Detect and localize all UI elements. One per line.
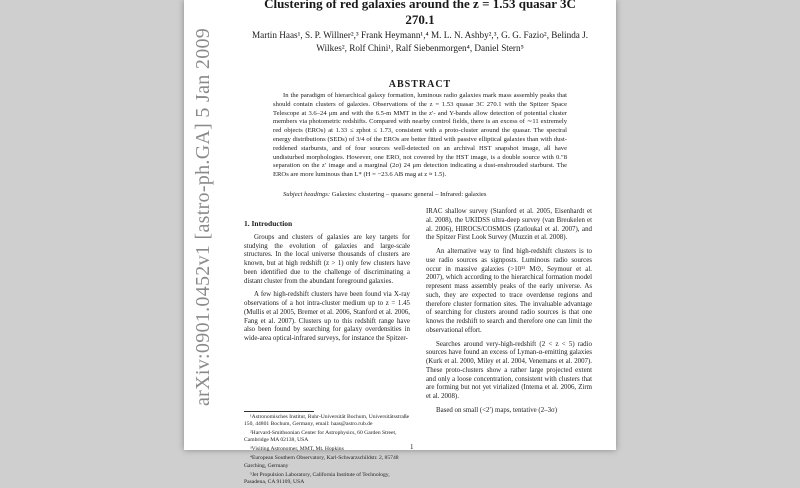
footnote: ¹Astronomisches Institut, Ruhr-Universität Bochum, Universitätsstraße 150, 44801 Bochum, Germany, email: haas@astro.rub.de	[244, 414, 410, 428]
subject-headings	[283, 191, 573, 200]
paper-title: Clustering of red galaxies around the z = 1.53 quasar 3C 270.1	[264, 0, 576, 27]
footnote-rule	[244, 411, 314, 412]
abstract-heading: ABSTRACT	[388, 79, 452, 90]
section-heading: 1. Introduction	[244, 219, 293, 228]
paragraph: IRAC shallow survey (Stanford et al. 2005, Eisenhardt et al. 2008), the UKIDSS ultra-deep survey (van Breukelen et al. 2006), HIROCS/COSMOS (Zatloukal et al. 2007), and the Spitzer First Look Survey (Muzzin et al. 2008).	[426, 208, 592, 242]
paragraph: Groups and clusters of galaxies are key targets for studying the evolution of galaxies and large-scale structures. In the local universe thousands of clusters are known, but at high redshift (z > 1) only few clusters have been identified due to the challenge of discriminating a distant cluster from the abundant foreground galaxies.	[244, 233, 410, 285]
left-column	[244, 220, 410, 344]
right-column	[426, 208, 592, 416]
author-list: Martin Haas¹, S. P. Willner²,³ Frank Heymann¹,⁴ M. L. N. Ashby²,³, G. G. Fazio², Belinda J. Wilkes², Rolf Chini¹, Ralf Siebenmorgen⁴, Daniel Stern⁵	[251, 30, 589, 53]
footnote: ⁴European Southern Observatory, Karl-Schwarzschildstr. 2, 85748 Garching, Germany	[244, 455, 399, 469]
subject-headings-text: Galaxies: clustering – quasars: general – Infrared: galaxies	[331, 191, 487, 198]
subject-headings-label: Subject headings:	[283, 191, 331, 198]
paragraph: Searches around very-high-redshift (2 < z < 5) radio sources have found an excess of Lyman-α-emitting galaxies (Kurk et al. 2000, Miley et al. 2004, Venemans et al. 2007). These proto-clusters show a rather large projected extent and only a loose concentration, consistent with clusters that are forming but not yet virialized (Intema et al. 2006, Zirm et al. 2008).	[426, 340, 592, 400]
footnote: ²Harvard-Smithsonian Center for Astrophysics, 60 Garden Street, Cambridge MA 02138, USA	[244, 430, 397, 444]
paragraph: An alternative way to find high-redshift clusters is to use radio sources as signposts. Luminous radio sources occur in massive galaxies (>10¹¹ M⊙, Seymour et al. 2007), which according to the hierarchical formation model represent mass assembly peaks of the early universe. As such, they are expected to trace overdense regions and therefore cluster formation sites. The invaluable advantage of searching for clusters around radio sources is that one knows the redshift to search and therefore one can limit the observational effort.	[426, 248, 592, 334]
abstract-text: In the paradigm of hierarchical galaxy formation, luminous radio galaxies mark mass assembly peaks that should contain clusters of galaxies. Observations of the z = 1.53 quasar 3C 270.1 with the Spitzer Space Telescope at 3.6–24 μm and with the 6.5-m MMT in the z′- and Y-bands allow detection of potential cluster members via photometric redshifts. Compared with nearby control fields, there is an excess of ∼11 extremely red objects (EROs) at 1.33 ≤ zphot ≤ 1.73, consistent with a proto-cluster around the quasar. The spectral energy distributions (SEDs) of 3/4 of the EROs are better fitted with passive elliptical galaxies than with dust-reddened starbursts, and of four sources well-detected on an archival HST snapshot image, all have undisturbed morphologies. However, one ERO, not covered by the HST image, is a double source with 0.″8 separation on the z′ image and a marginal (2σ) 24 μm detection indicating a dust-enshrouded starburst. The EROs are more luminous than L* (H = −23.6 AB mag at z ≈ 1.5).	[273, 92, 567, 179]
footnote: ³Visiting Astronomer, MMT, Mt. Hopkins	[250, 446, 344, 453]
footnotes	[244, 414, 410, 488]
paragraph: A few high-redshift clusters have been found via X-ray observations of a hot intra-cluster medium up to z = 1.45 (Mullis et al 2005, Bremer et al. 2006, Stanford et al. 2006, Fang et al. 2007). Clusters up to this redshift range have also been found by searching for galaxy overdensities in wide-area optical-infrared surveys, for instance the Spitzer-	[244, 291, 410, 342]
arxiv-identifier: arXiv:0901.0452v1 [astro-ph.GA] 5 Jan 2009	[192, 27, 214, 406]
paragraph: Based on small (<2′) maps, tentative (2–3σ)	[436, 406, 558, 414]
page-number: 1	[410, 443, 414, 451]
footnote: ⁵Jet Propulsion Laboratory, California Institute of Technology, Pasadena, CA 91109, USA	[244, 471, 390, 485]
